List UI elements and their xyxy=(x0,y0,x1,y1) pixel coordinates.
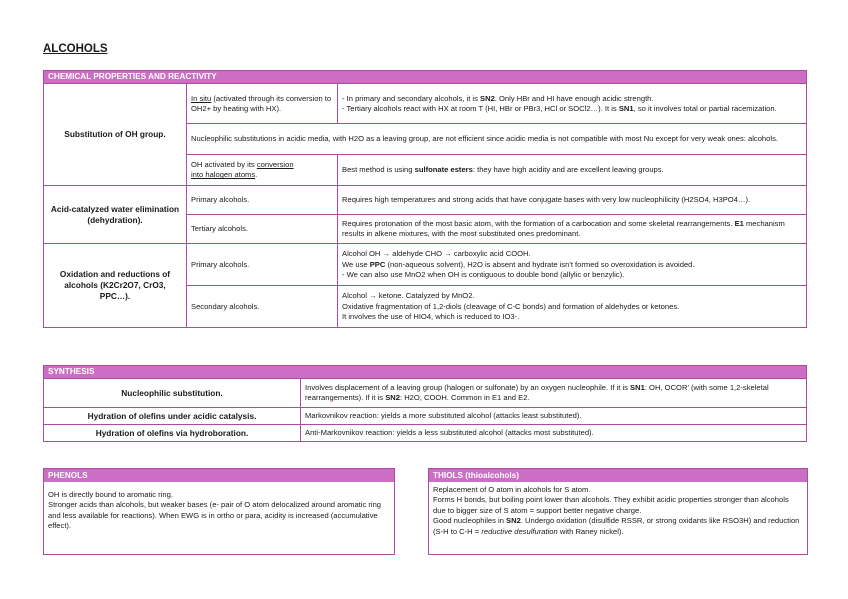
synthesis-table xyxy=(43,365,807,442)
oxidation-primary-condition: Primary alcohols. xyxy=(187,244,338,286)
synthesis-nucleophilic-description: Involves displacement of a leaving group (halogen or sulfonate) by an oxygen nucleophile. If it is SN1: OH, OCOR' (with some 1,2-skeletal rearrangements). If it is SN2: H2O, COOH. Common in E1 and E2. xyxy=(301,379,807,408)
chemical-properties-header: CHEMICAL PROPERTIES AND REACTIVITY xyxy=(44,71,807,84)
oxidation-primary-description: Alcohol OH → aldehyde CHO → carboxylic acid COOH. We use PPC (non-aqueous solvent), H2O is absent and hydrate isn't formed so overoxidation is avoided. - We can also use MnO2 when OH is contiguous to double bond (allylic or benzylic). xyxy=(338,244,807,286)
thiols-line-3: Good nucleophiles in SN2. Undergo oxidation (disulfide RSSR, or strong oxidants like RSO3H) and reduction (S-H to C-H = reductive desulfuration with Raney nickel). xyxy=(433,516,800,536)
chemical-properties-table xyxy=(43,70,807,328)
phenols-box xyxy=(43,468,395,555)
sulfonate-description: Best method is using sulfonate esters: they have high acidity and are excellent leaving groups. xyxy=(338,155,807,186)
in-situ-condition: In situ (activated through its conversion to OH2+ by heating with HX). xyxy=(187,84,338,124)
thiols-line-1: Replacement of O atom in alcohols for S atom. xyxy=(433,485,591,494)
phenols-header: PHENOLS xyxy=(44,469,394,482)
acidic-media-description: Nucleophilic substitutions in acidic media, with H2O as a leaving group, are not efficient since acidic media is not compatible with most Nu except for very weak ones: alcohols. xyxy=(187,124,807,155)
synthesis-hydroboration-description: Anti-Markovnikov reaction: yields a less substituted alcohol (attacks most substituted). xyxy=(301,425,807,442)
phenols-line-1: OH is directly bound to aromatic ring. xyxy=(48,490,173,499)
oxidation-secondary-condition: Secondary alcohols. xyxy=(187,286,338,328)
dehydration-primary-description: Requires high temperatures and strong acids that have conjugate bases with very low nucleophilicity (H2SO4, H3PO4…). xyxy=(338,186,807,215)
thiols-box xyxy=(428,468,808,555)
substitution-label: Substitution of OH group. xyxy=(44,84,187,186)
in-situ-description: - In primary and secondary alcohols, it is SN2. Only HBr and HI have enough acidic strength. - Tertiary alcohols react with HX at room T (HI, HBr or PBr3, HCl or SOCl2…). It is SN1, so it involves total or partial racemization. xyxy=(338,84,807,124)
synthesis-header: SYNTHESIS xyxy=(44,366,807,379)
thiols-header: THIOLS (thioalcohols) xyxy=(429,469,807,482)
oxidation-secondary-description: Alcohol → ketone. Catalyzed by MnO2. Oxidative fragmentation of 1,2-diols (cleavage of C-C bonds) and formation of aldehydes or ketones. It involves the use of HIO4, which is reduced to IO3-. xyxy=(338,286,807,328)
dehydration-tertiary-condition: Tertiary alcohols. xyxy=(187,215,338,244)
page-title: ALCOHOLS xyxy=(43,43,108,55)
synthesis-nucleophilic-label: Nucleophilic substitution. xyxy=(44,379,301,408)
synthesis-acidic-description: Markovnikov reaction: yields a more substituted alcohol (attacks least substituted). xyxy=(301,408,807,425)
synthesis-hydroboration-label: Hydration of olefins via hydroboration. xyxy=(44,425,301,442)
oxidation-label: Oxidation and reductions of alcohols (K2Cr2O7, CrO3, PPC…). xyxy=(44,244,187,328)
dehydration-tertiary-description: Requires protonation of the most basic atom, with the formation of a carbocation and some skeletal rearrangements. E1 mechanism results in alkene mixtures, with the most substituted ones predominant. xyxy=(338,215,807,244)
dehydration-primary-condition: Primary alcohols. xyxy=(187,186,338,215)
phenols-line-2: Stronger acids than alcohols, but weaker bases (e- pair of O atom delocalized around aromatic ring and less available for reactions). When EWG is in ortho or para, acidity is increased (accumulative effect). xyxy=(48,500,382,531)
thiols-line-2: Forms H bonds, but boiling point lower than alcohols. They exhibit acidic properties stronger than alcohols due to bigger size of S atom = support better negative charge. xyxy=(433,495,789,515)
halogen-condition: OH activated by its conversion into halogen atoms. xyxy=(187,155,338,186)
dehydration-label: Acid-catalyzed water elimination (dehydration). xyxy=(44,186,187,244)
synthesis-acidic-label: Hydration of olefins under acidic catalysis. xyxy=(44,408,301,425)
